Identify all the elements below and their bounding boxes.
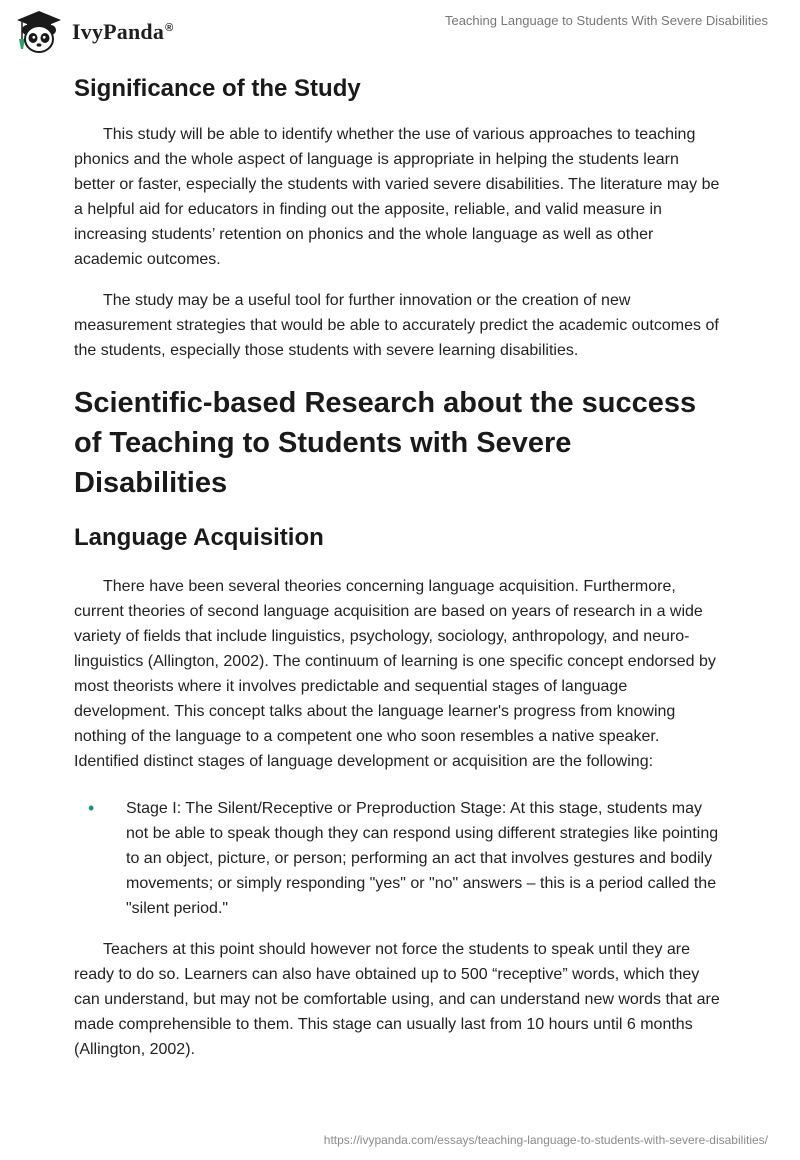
registered-mark: ® bbox=[165, 21, 174, 34]
heading-scientific-research: Scientific-based Research about the success of Teaching to Students with Severe Disabilities bbox=[74, 387, 697, 499]
paragraph-language-2: Teachers at this point should however not force the students to speak until they are ready to do so. Learners can also have obtained up to 500 “receptive” words, which they can understand, but may not be comfortable using, and can understand new words that are made comprehensible to them. This stage can usually last from 10 hours until 6 months (Allington, 2002). bbox=[74, 941, 720, 1058]
bullet-icon: • bbox=[88, 798, 95, 818]
paragraph-significance-2: The study may be a useful tool for further innovation or the creation of new measurement strategies that would be able to accurately predict the academic outcomes of the students, especially those students with severe learning disabilities. bbox=[74, 292, 719, 359]
stages-list bbox=[74, 796, 724, 921]
paragraph-significance-1: This study will be able to identify whether the use of various approaches to teaching phonics and the whole aspect of language is appropriate in helping the students learn better or faster, especially the students with varied severe disabilities. The literature may be a helpful aid for educators in finding out the apposite, reliable, and valid measure in increasing students’ retention on phonics and the whole language as well as other academic outcomes. bbox=[74, 126, 720, 268]
ivypanda-logo[interactable] bbox=[14, 6, 173, 58]
heading-significance: Significance of the Study bbox=[74, 75, 361, 102]
brand-name: IvyPanda® bbox=[72, 19, 174, 44]
source-url-link[interactable]: https://ivypanda.com/essays/teaching-language-to-students-with-severe-disabilities/ bbox=[323, 1133, 768, 1147]
heading-language-acquisition: Language Acquisition bbox=[74, 524, 324, 551]
article-body bbox=[74, 72, 724, 1062]
list-item bbox=[74, 796, 724, 921]
page-header bbox=[0, 0, 800, 62]
panda-graduate-icon bbox=[14, 9, 64, 55]
list-item-text: Stage I: The Silent/Receptive or Preproduction Stage: At this stage, students may not be able to speak though they can respond using different strategies like pointing to an object, picture, or person; performing an act that involves gestures and bodily movements; or simply responding "yes" or "no" answers – this is a period called the "silent period." bbox=[126, 800, 719, 917]
document-title: Teaching Language to Students With Severe Disabilities bbox=[444, 13, 768, 28]
paragraph-language-1: There have been several theories concerning language acquisition. Furthermore, current theories of second language acquisition are based on years of research in a wide variety of fields that include linguistics, psychology, sociology, anthropology, and neuro-linguistics (Allington, 2002). The continuum of learning is one specific concept endorsed by most theorists where it involves predictable and sequential stages of language development. This concept talks about the language learner's progress from knowing nothing of the language to a competent one who soon resembles a native speaker. Identified distinct stages of language development or acquisition are the following: bbox=[74, 578, 716, 770]
